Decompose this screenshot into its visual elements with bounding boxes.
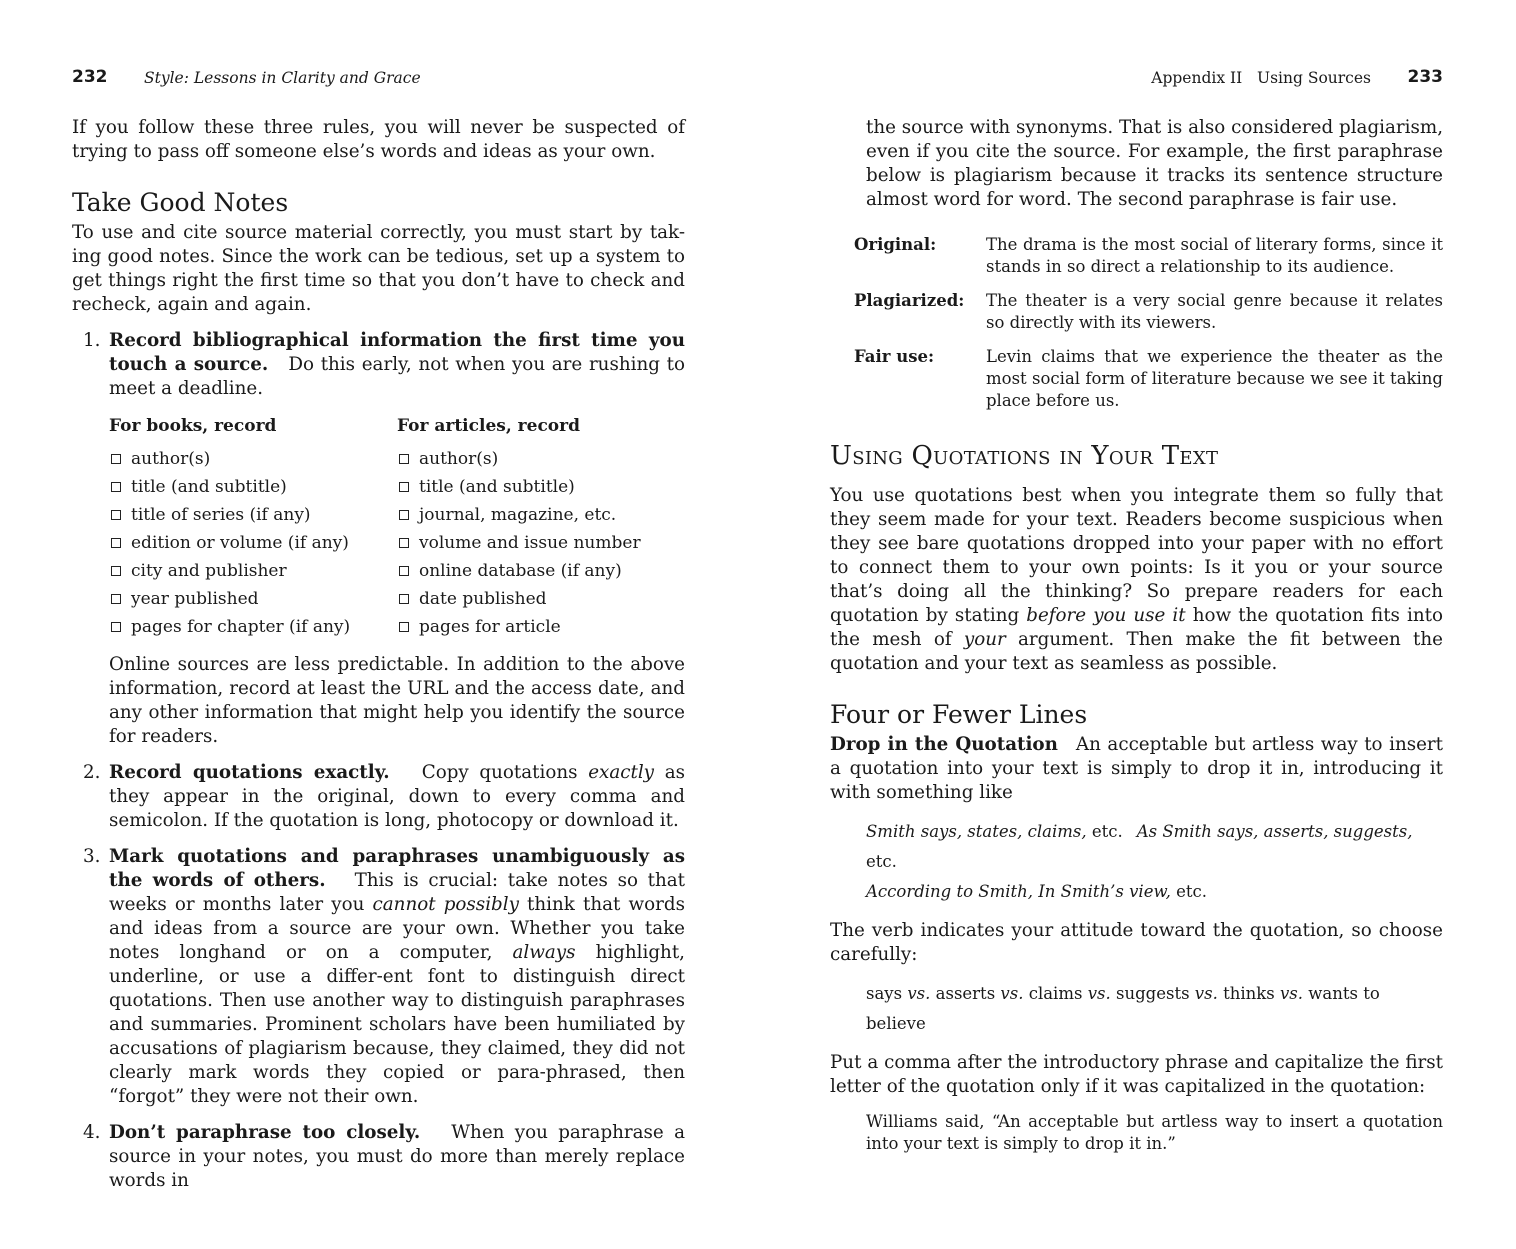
step-number: 4.	[83, 1122, 101, 1143]
notes-steps	[72, 329, 685, 1193]
step-lead: Don’t paraphrase too closely.	[109, 1122, 421, 1143]
four-or-fewer-lines-heading: Four or Fewer Lines	[830, 700, 1088, 729]
continued-paragraph: the source with synonyms. That is also considered plagiarism, even if you cite the source. For example, the first paraphrase below is plagiarism because it tracks its sentence structure almost word for word. The second paraphrase is fair use.	[866, 117, 1443, 210]
step-lead: Mark quotations and paraphrases unambiguously as the words of others.	[109, 846, 685, 891]
checkbox-icon	[399, 622, 409, 632]
checkbox-icon	[111, 538, 121, 548]
step-number: 3.	[83, 846, 101, 867]
example-original: Original: The drama is the most social of literary forms, since it stands in so direct a relationship to its audience.	[854, 235, 1443, 276]
paraphrase-examples	[854, 234, 1443, 412]
intro-paragraph: If you follow these three rules, you will never be suspected of trying to pass off someone else’s words and ideas as your own.	[72, 117, 685, 162]
checklist-item: title (and subtitle)	[397, 473, 685, 501]
right-body	[830, 116, 1443, 1155]
step-4: 4. Don’t paraphrase too closely. When you paraphrase a source in your notes, you must do more than merely replace words in	[83, 1122, 685, 1191]
checkbox-icon	[111, 566, 121, 576]
step-number: 2.	[83, 762, 101, 783]
verb-list: says vs. asserts vs. claims vs. suggests vs. thinks vs. wants to believe	[866, 984, 1380, 1033]
checklist-item: pages for article	[397, 613, 685, 641]
checklist-item: pages for chapter (if any)	[109, 613, 397, 641]
checkbox-icon	[399, 482, 409, 492]
checkbox-icon	[111, 482, 121, 492]
step-number: 1.	[83, 330, 101, 351]
checklist-item: city and publisher	[109, 557, 397, 585]
step-1	[72, 329, 685, 749]
step-lead: Record quotations exactly.	[109, 762, 390, 783]
notes-paragraph: To use and cite source material correctly, you must start by tak-ing good notes. Since the work can be tedious, set up a system to get things right the first time so that you don’t have to check and recheck, again and again.	[72, 222, 685, 315]
checkbox-icon	[399, 566, 409, 576]
step-text: Do this early, not when you are rushing to meet a deadline.	[109, 354, 685, 399]
attribution-examples: Smith says, states, claims, etc. As Smith says, asserts, suggests, etc. According to Smith, In Smith’s view, etc.	[866, 822, 1413, 901]
checklist-item: edition or volume (if any)	[109, 529, 397, 557]
checklist-item: title (and subtitle)	[109, 473, 397, 501]
right-page	[830, 0, 1443, 1249]
quotations-heading: Using Quotations in Your Text	[830, 441, 1219, 471]
checklist-item: date published	[397, 585, 685, 613]
example-fair-use: Fair use: Levin claims that we experience the theater as the most social form of literature because we see it taking place before us.	[854, 347, 1443, 410]
checkbox-icon	[399, 594, 409, 604]
checklist-item: online database (if any)	[397, 557, 685, 585]
left-body	[72, 116, 685, 1205]
checkbox-icon	[399, 538, 409, 548]
checklist-item: year published	[109, 585, 397, 613]
checkbox-icon	[111, 622, 121, 632]
articles-checklist	[397, 415, 685, 641]
checklist-item: author(s)	[109, 445, 397, 473]
books-checklist-heading: For books, record	[109, 416, 277, 436]
drop-in-paragraph: Drop in the Quotation An acceptable but artless way to insert a quotation into your text is simply to drop it in, introducing it with something like	[830, 734, 1443, 803]
right-page-number: 233	[1407, 67, 1443, 87]
online-sources-paragraph: Online sources are less predictable. In addition to the above information, record at least the URL and the access date, and any other information that might help you identify the source for readers.	[109, 654, 685, 747]
books-checklist	[109, 415, 397, 641]
williams-quotation: Williams said, “An acceptable but artless way to insert a quotation into your text is simply to drop it in.”	[866, 1112, 1443, 1153]
articles-checklist-heading: For articles, record	[397, 416, 580, 436]
take-good-notes-heading: Take Good Notes	[72, 188, 289, 217]
checkbox-icon	[111, 594, 121, 604]
example-plagiarized: Plagiarized: The theater is a very social genre because it relates so directly with its viewers.	[854, 291, 1443, 332]
step-2: 2. Record quotations exactly. Copy quotations exactly as they appear in the original, down to every comma and semicolon. If the quotation is long, photocopy or download it.	[83, 762, 685, 831]
checkbox-icon	[399, 510, 409, 520]
checklist-item: volume and issue number	[397, 529, 685, 557]
checkbox-icon	[399, 454, 409, 464]
step-lead: Record bibliographical information the first time you touch a source.	[109, 330, 685, 375]
checklist-item: author(s)	[397, 445, 685, 473]
checklist-item: journal, magazine, etc.	[397, 501, 685, 529]
left-page-number: 232	[72, 67, 108, 87]
right-running-header	[830, 68, 1443, 92]
checklist-item: title of series (if any)	[109, 501, 397, 529]
section-label: Appendix II Using Sources	[1151, 69, 1371, 87]
verb-paragraph: The verb indicates your attitude toward the quotation, so choose carefully:	[830, 920, 1443, 965]
step-3: 3. Mark quotations and paraphrases unambiguously as the words of others. This is crucial: take notes so that weeks or months later you cannot possibly think that words and ideas from a source are your own. Whether you take notes longhand or on a computer, always highlight, underline, or use a differ-ent font to distinguish direct quotations. Then use another way to distinguish paraphrases and summaries. Prominent scholars have been humiliated by accusations of plagiarism because, they claimed, they did not clearly mark words they copied or para-phrased, then “forgot” they were not their own.	[83, 846, 685, 1107]
checkbox-icon	[111, 454, 121, 464]
checkbox-icon	[111, 510, 121, 520]
running-title: Style: Lessons in Clarity and Grace	[144, 69, 421, 87]
left-page	[72, 0, 685, 1249]
comma-paragraph: Put a comma after the introductory phrase and capitalize the first letter of the quotation only if it was capitalized in the quotation:	[830, 1052, 1443, 1097]
record-checklists	[109, 415, 685, 641]
left-running-header	[72, 68, 685, 92]
quotations-paragraph: You use quotations best when you integrate them so fully that they seem made for your text. Readers become suspicious when they see bare quotations dropped into your paper with no effort to connect them to your own points: Is it you or your source that’s doing all the thinking? So prepare readers for each quotation by stating before you use it how the quotation fits into the mesh of your argument. Then make the fit between the quotation and your text as seamless as possible.	[830, 485, 1443, 674]
